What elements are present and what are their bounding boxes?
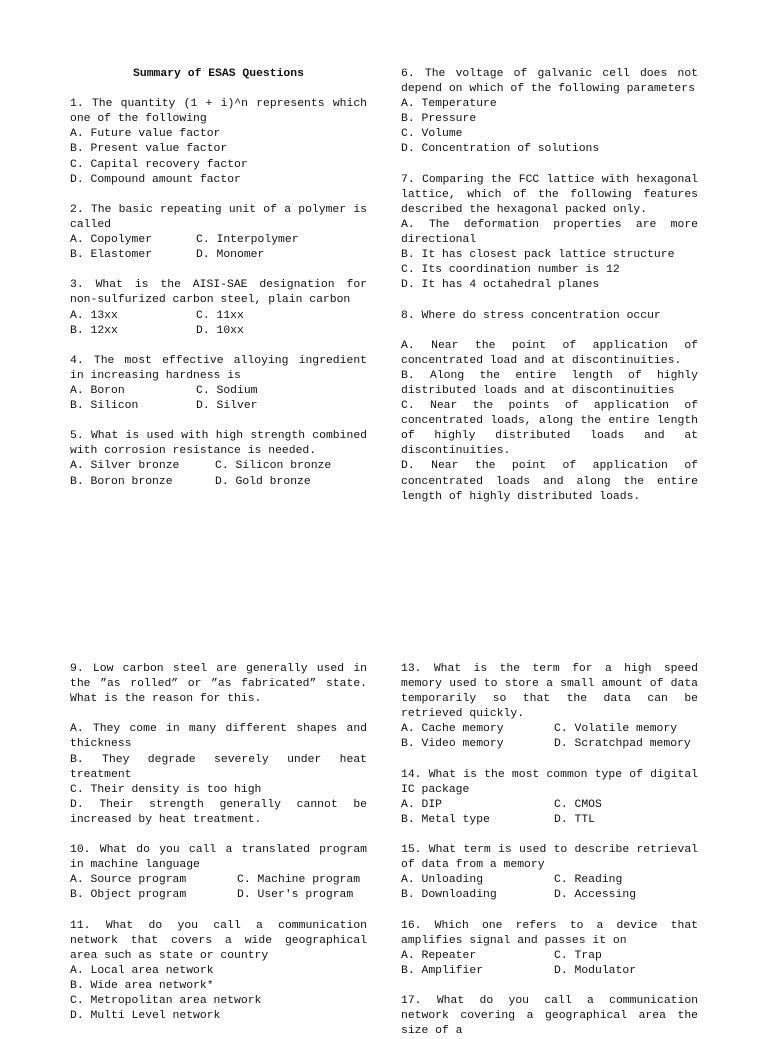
option-c: C. Volume [401,128,463,141]
question-8 [401,309,698,505]
option-d: D. Near the point of application of concentrated loads and along the entire length of highly distributed loads. [401,460,698,503]
question-9 [70,662,367,828]
question-text: 5. What is used with high strength combined with corrosion resistance is needed. [70,430,367,458]
option-d: D. Modulator [554,964,637,977]
question-17 [401,994,698,1039]
question-text: 17. What do you call a communication network covering a geographical area the size of a [401,995,698,1038]
option-d: D. 10xx [196,324,244,337]
option-b: B. Pressure [401,113,477,126]
option-c: C. Capital recovery factor [70,158,248,171]
option-b: B. Along the entire length of highly distributed loads and at discontinuities [401,369,698,397]
question-text: 4. The most effective alloying ingredient in increasing hardness is [70,354,367,382]
option-c: C. Interpolymer [196,234,299,247]
option-a: A. Near the point of application of concentrated load and at discontinuities. [401,339,698,367]
option-a: A. Future value factor [70,128,221,141]
question-15 [401,843,698,903]
option-d: D. Multi Level network [70,1010,221,1023]
option-b: B. It has closest pack lattice structure [401,249,675,262]
option-b: B. Amplifier [401,964,484,977]
option-c: C. Their density is too high [70,783,262,796]
left-column-top [70,67,367,490]
question-14 [401,768,698,828]
option-a: A. Source program [70,874,187,887]
question-text: 7. Comparing the FCC lattice with hexagonal lattice, which of the following features described the hexagonal packed only. [401,173,698,216]
page-title: Summary of ESAS Questions [133,68,304,80]
question-10 [70,843,367,903]
option-d: D. Their strength generally cannot be increased by heat treatment. [70,798,367,826]
option-a: A. 13xx [70,309,118,322]
right-column-bottom [401,662,698,1039]
option-a: A. Repeater [401,949,477,962]
question-text: 1. The quantity (1 + i)^n represents which one of the following [70,98,367,126]
option-a: A. Copolymer [70,234,153,247]
question-3 [70,278,367,338]
option-c: C. Silicon bronze [215,460,332,473]
question-13 [401,662,698,753]
option-c: C. Its coordination number is 12 [401,264,620,277]
question-text: 16. Which one refers to a device that amplifies signal and passes it on [401,919,698,947]
option-c: C. CMOS [554,798,602,811]
question-text: 14. What is the most common type of digital IC package [401,768,698,796]
option-a: A. They come in many different shapes and thickness [70,723,367,751]
question-7 [401,173,698,294]
question-text: 2. The basic repeating unit of a polymer is called [70,203,367,231]
question-text: 8. Where do stress concentration occur [401,309,661,322]
option-d: D. Concentration of solutions [401,143,600,156]
option-b: B. Object program [70,889,187,902]
option-a: A. Silver bronze [70,460,180,473]
option-a: A. Boron [70,384,125,397]
option-c: C. Reading [554,874,623,887]
option-b: B. Downloading [401,889,497,902]
option-a: A. DIP [401,798,443,811]
option-c: C. Machine program [237,874,361,887]
option-b: B. 12xx [70,324,118,337]
option-c: C. Trap [554,949,602,962]
option-b: B. Silicon [70,400,139,413]
option-d: D. Gold bronze [215,475,311,488]
question-text: 9. Low carbon steel are generally used in the ”as rolled” or ”as fabricated” state. What is the reason for this. [70,663,367,706]
option-c: C. Near the points of application of concentrated loads, along the entire length of highly distributed loads and at discontinuities. [401,400,698,458]
option-d: D. Scratchpad memory [554,738,691,751]
option-a: A. Local area network [70,964,214,977]
question-text: 6. The voltage of galvanic cell does not depend on which of the following parameters [401,68,698,96]
option-b: B. Present value factor [70,143,228,156]
option-b: B. Metal type [401,813,490,826]
question-1 [70,97,367,188]
question-16 [401,919,698,979]
option-d: D. Compound amount factor [70,173,241,186]
left-column-bottom [70,662,367,1024]
option-d: D. User's program [237,889,354,902]
question-11 [70,919,367,1025]
option-c: C. Metropolitan area network [70,995,262,1008]
option-c: C. 11xx [196,309,244,322]
option-d: D. Silver [196,400,258,413]
option-a: A. Unloading [401,874,484,887]
option-d: D. TTL [554,813,596,826]
option-d: D. It has 4 octahedral planes [401,279,600,292]
option-a: A. Cache memory [401,723,504,736]
option-b: B. Wide area network* [70,979,214,992]
option-b: B. Video memory [401,738,504,751]
option-d: D. Accessing [554,889,637,902]
option-b: B. Elastomer [70,249,153,262]
question-text: 11. What do you call a communication network that covers a wide geographical area such as state or country [70,919,367,962]
question-2 [70,203,367,263]
option-d: D. Monomer [196,249,265,262]
option-a: A. Temperature [401,98,497,111]
question-6 [401,67,698,158]
question-text: 13. What is the term for a high speed memory used to store a small amount of data temporarily so that the data can be retrieved quickly. [401,663,698,721]
question-text: 3. What is the AISI-SAE designation for non-sulfurized carbon steel, plain carbon [70,279,367,307]
option-c: C. Sodium [196,384,258,397]
question-4 [70,354,367,414]
option-b: B. Boron bronze [70,475,173,488]
option-a: A. The deformation properties are more directional [401,218,698,247]
option-b: B. They degrade severely under heat treatment [70,753,367,781]
question-text: 15. What term is used to describe retrieval of data from a memory [401,844,698,872]
right-column-top [401,67,698,505]
question-text: 10. What do you call a translated program in machine language [70,844,367,872]
option-c: C. Volatile memory [554,723,678,736]
question-5 [70,429,367,489]
